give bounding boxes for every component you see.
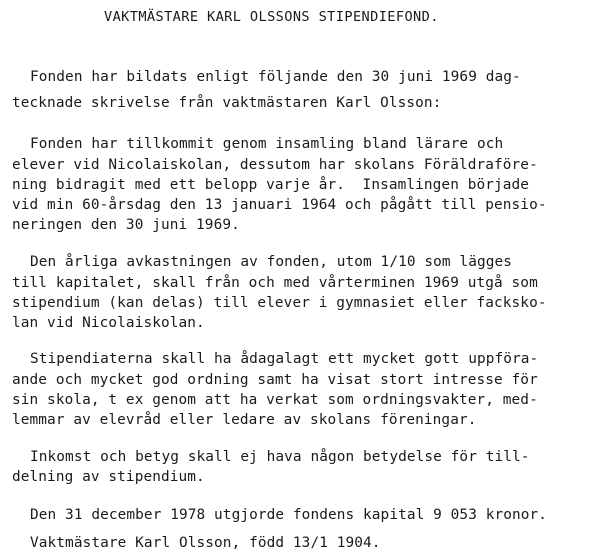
text-line: stipendium (kan delas) till elever i gymnasiet eller fackskо- xyxy=(12,295,547,311)
text-line: neringen den 30 juni 1969. xyxy=(12,217,240,233)
text-line: delning av stipendium. xyxy=(12,469,205,485)
text-line: vid min 60-årsdag den 13 januari 1964 och pågått till pensio- xyxy=(12,197,547,213)
text-line: Den årliga avkastningen av fonden, utom 1/10 som lägges xyxy=(30,254,513,270)
text-line: lan vid Nicolaiskolan. xyxy=(12,315,205,331)
founder-birth-line: Vaktmästare Karl Olsson, född 13/1 1904. xyxy=(30,535,381,551)
text-line: lemmar av elevråd eller ledare av skolans föreningar. xyxy=(12,412,477,428)
fund-capital-line: Den 31 december 1978 utgjorde fondens kapital 9 053 kronor. xyxy=(30,507,548,523)
text-line: elever vid Nicolaiskolan, dessutom har skolans Föräldraföre- xyxy=(12,157,538,173)
text-line: Stipendiaterna skall ha ådagalagt ett mycket gott uppföra- xyxy=(30,351,539,367)
text-line: ande och mycket god ordning samt ha visat stort intresse för xyxy=(12,372,538,388)
text-line: ning bidragit med ett belopp varje år. Insamlingen började xyxy=(12,177,530,193)
text-line: tecknade skrivelse från vaktmästaren Karl Olsson: xyxy=(12,95,442,111)
text-line: Fonden har bildats enligt följande den 30 juni 1969 dag- xyxy=(30,69,521,85)
document-title: VAKTMÄSTARE KARL OLSSONS STIPENDIEFOND. xyxy=(104,9,439,25)
text-line: Inkomst och betyg skall ej hava någon betydelse för till- xyxy=(30,449,530,465)
text-line: sin skola, t ex genom att ha verkat som ordningsvakter, med- xyxy=(12,392,538,408)
text-line: Fonden har tillkommit genom insamling bland lärare och xyxy=(30,136,504,152)
text-line: till kapitalet, skall från och med vårterminen 1969 utgå som xyxy=(12,275,538,291)
